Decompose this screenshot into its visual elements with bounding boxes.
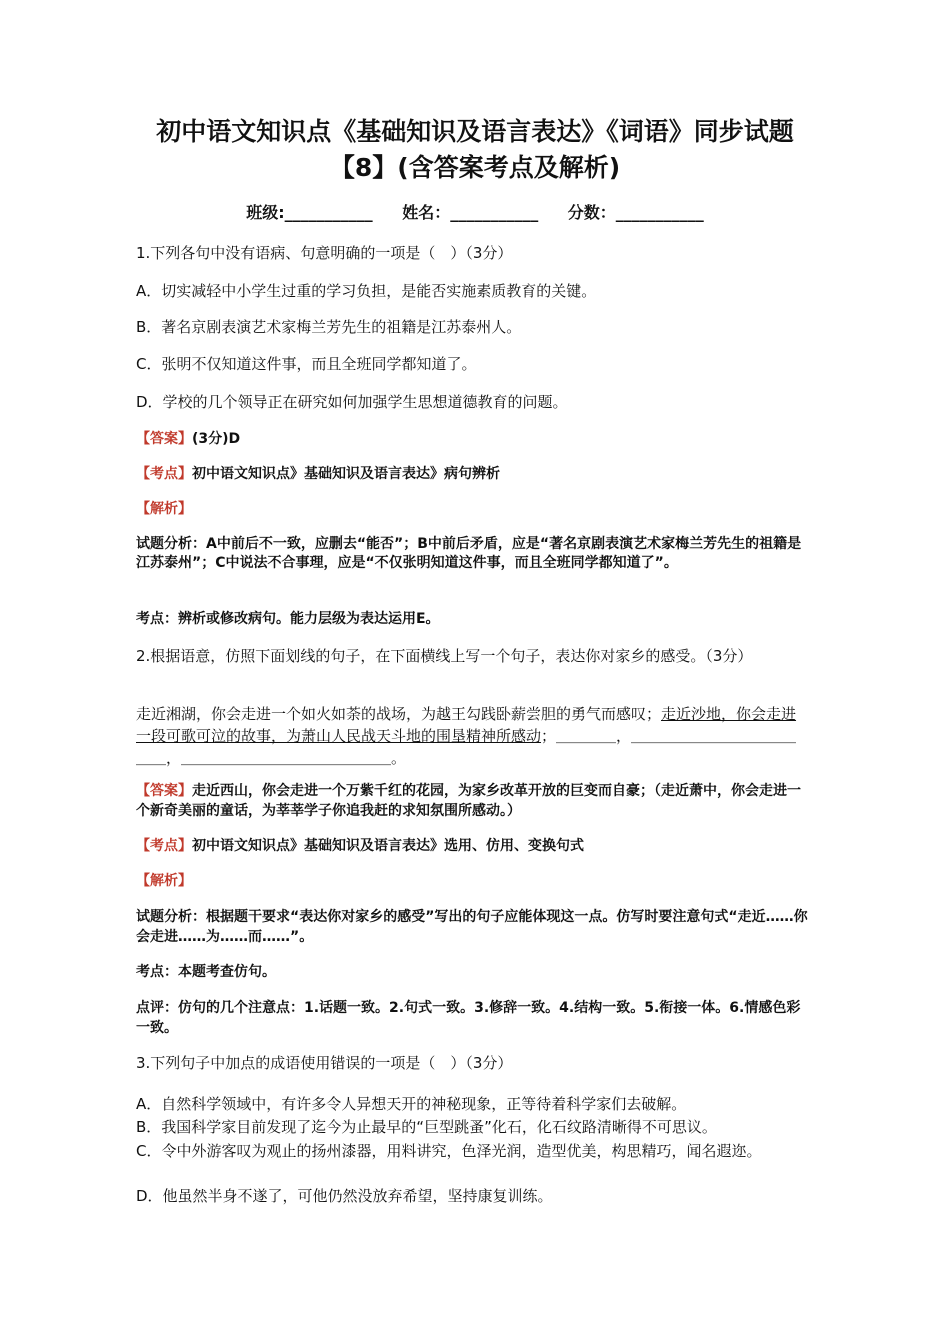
q3-option-d: D．他虽然半身不遂了，可他仍然没放弃希望，坚持康复训练。 <box>136 1187 553 1205</box>
doc-title-line2: 【8】(含答案考点及解析) <box>329 153 621 182</box>
q2-answer <box>136 781 808 821</box>
q2-kaodian: 考点：本题考查仿句。 <box>136 964 276 980</box>
q2-stem: 2.根据语意，仿照下面划线的句子，在下面横线上写一个句子，表达你对家乡的感受。（3分） <box>136 647 753 665</box>
q1-stem: 1.下列各句中没有语病、句意明确的一项是（ ）（3分） <box>136 244 513 262</box>
answer-text: 走近西山，你会走进一个万紫千红的花园，为家乡改革开放的巨变而自豪；（走近萧中，你会走进一个新奇美丽的童话，为莘莘学子你追我赶的求知氛围所感动。） <box>136 783 801 819</box>
q1-option-c: C．张明不仅知道这件事，而且全班同学都知道了。 <box>136 355 477 373</box>
q3-option-b: B．我国科学家目前发现了迄今为止最早的“巨型跳蚤”化石，化石纹路清晰得不可思议。 <box>136 1118 717 1136</box>
q3-option-a: A．自然科学领域中，有许多令人异想天开的神秘现象，正等待着科学家们去破解。 <box>136 1095 687 1113</box>
q2-jiexi-tag <box>136 871 808 892</box>
answer-text: (3分)D <box>192 431 241 447</box>
q2-analysis: 试题分析：根据题干要求“表达你对家乡的感受”写出的句子应能体现这一点。仿写时要注意句式“走近……你会走进……为……而……”。 <box>136 909 808 945</box>
doc-title-line1: 初中语文知识点《基础知识及语言表达》《词语》同步试题 <box>156 117 794 146</box>
q2-passage-blanks: ；＿＿＿＿，＿＿＿＿＿＿＿＿＿＿＿＿＿，＿＿＿＿＿＿＿＿＿＿＿＿＿＿。 <box>136 727 797 767</box>
q2-kaodian-tag-line <box>136 836 808 857</box>
score-field: 分数：___________ <box>567 203 704 222</box>
q2-passage-plain: 走近湘湖，你会走进一个如火如荼的战场，为越王勾践卧薪尝胆的勇气而感叹； <box>136 705 662 723</box>
q3-option-c: C．令中外游客叹为观止的扬州漆器，用料讲究，色泽光润，造型优美，构思精巧，闻名遐迩。 <box>136 1142 762 1160</box>
q2-passage <box>136 703 808 769</box>
answer-tag: 【答案】 <box>136 431 192 447</box>
q2-passage-underlined: 走近沙地，你会走进一段可歌可泣的故事，为萧山人民战天斗地的围垦精神所感动 <box>136 705 797 745</box>
q1-option-b: B．著名京剧表演艺术家梅兰芳先生的祖籍是江苏泰州人。 <box>136 318 522 336</box>
jx-tag: 【解析】 <box>136 501 192 517</box>
q1-kaodian-tag-line <box>136 464 808 485</box>
kp-tag: 【考点】 <box>136 838 192 854</box>
answer-tag: 【答案】 <box>136 783 192 799</box>
class-field: 班级:___________ <box>246 203 373 222</box>
q1-jiexi-tag <box>136 499 808 520</box>
q1-option-a: A．切实减轻中小学生过重的学习负担，是能否实施素质教育的关键。 <box>136 282 597 300</box>
kp-text: 初中语文知识点》基础知识及语言表达》选用、仿用、变换句式 <box>192 838 584 854</box>
q1-answer <box>136 429 808 450</box>
kp-text: 初中语文知识点》基础知识及语言表达》病句辨析 <box>192 466 500 482</box>
header-fields <box>0 200 950 223</box>
q1-option-d: D．学校的几个领导正在研究如何加强学生思想道德教育的问题。 <box>136 393 568 411</box>
q3-stem: 3.下列句子中加点的成语使用错误的一项是（ ）（3分） <box>136 1054 513 1072</box>
q1-kaodian: 考点：辨析或修改病句。能力层级为表达运用E。 <box>136 611 440 627</box>
q1-analysis: 试题分析：A中前后不一致，应删去“能否”；B中前后矛盾，应是“著名京剧表演艺术家梅兰芳先生的祖籍是江苏泰州”；C中说法不合事理，应是“不仅张明知道这件事，而且全班同学都知道了”。 <box>136 536 802 571</box>
name-field: 姓名：___________ <box>402 203 539 222</box>
kp-tag: 【考点】 <box>136 466 192 482</box>
q2-pingdian: 点评：仿句的几个注意点：1.话题一致。2.句式一致。3.修辞一致。4.结构一致。5.衔接一体。6.情感色彩一致。 <box>136 1000 801 1036</box>
jx-tag: 【解析】 <box>136 873 192 889</box>
